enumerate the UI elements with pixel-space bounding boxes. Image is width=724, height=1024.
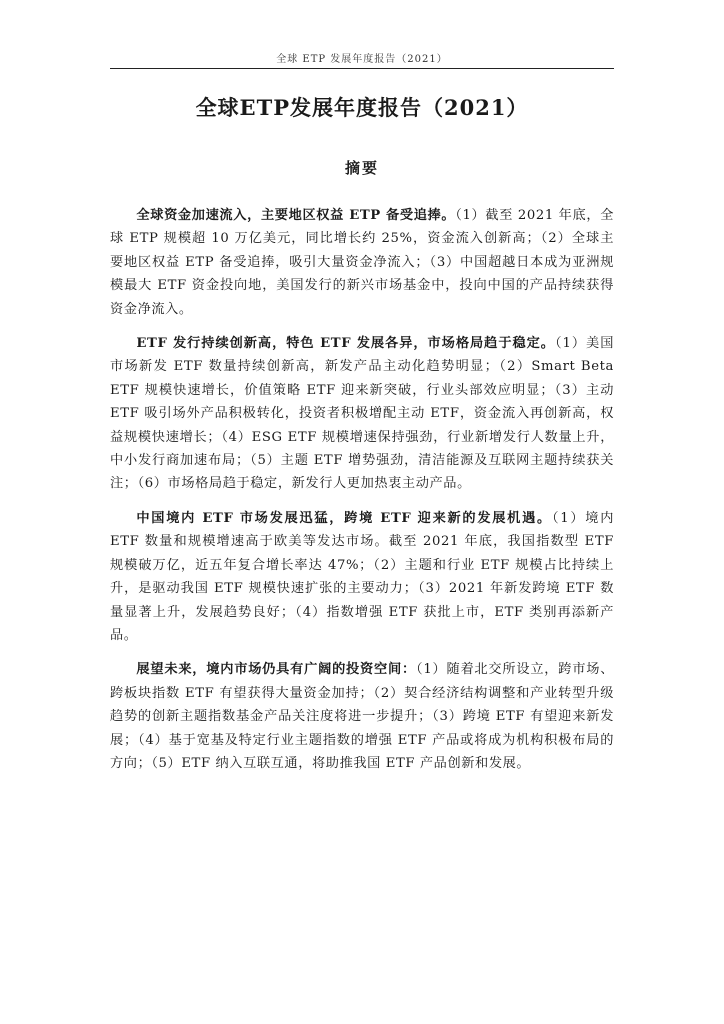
abstract-body (110, 204, 614, 786)
header-divider (110, 68, 614, 69)
paragraph-outlook (110, 658, 614, 775)
paragraph-text: （1）美国市场新发 ETF 数量持续创新高，新发产品主动化趋势明显；（2）Smart Beta ETF 规模快速增长，价值策略 ETF 迎来新突破，行业头部效应明显；（3）主动 ETF 吸引场外产品积极转化，投资者积极增配主动 ETF，资金流入再创新高，权益规模快速增长；（4）ESG ETF 规模增速保持强劲，行业新增发行人数量上升，中小发行商加速布局；（5）主题 ETF 增势强劲，清洁能源及互联网主题持续获关注；（6）市场格局趋于稳定，新发行人更加热衷主动产品。 (110, 336, 614, 492)
paragraph-lead: ETF 发行持续创新高，特色 ETF 发展各异，市场格局趋于稳定。 (136, 336, 555, 352)
paragraph-global-flows (110, 204, 614, 321)
paragraph-etf-issuance (110, 332, 614, 496)
paragraph-text: （1）随着北交所设立，跨市场、跨板块指数 ETF 有望获得大量资金加持；（2）契合经济结构调整和产业转型升级趋势的创新主题指数基金产品关注度将进一步提升；（3）跨境 ETF 有望迎来新发展；（4）基于宽基及特定行业主题指数的增强 ETF 产品或将成为机构积极布局的方向；（5）ETF 纳入互联互通，将助推我国 ETF 产品创新和发展。 (110, 662, 615, 771)
paragraph-lead: 全球资金加速流入，主要地区权益 ETP 备受追捧。 (136, 208, 456, 223)
paragraph-text: （1）截至 2021 年底，全球 ETP 规模超 10 万亿美元，同比增长约 25%，资金流入创新高；（2）全球主要地区权益 ETP 备受追捧，吸引大量资金净流入；（3）中国超越日本成为亚洲规模最大 ETF 资金投向地，美国发行的新兴市场基金中，投向中国的产品持续获得资金净流入。 (110, 208, 614, 317)
running-header: 全球 ETP 发展年度报告（2021） (276, 54, 448, 65)
document-title: 全球ETP发展年度报告（2021） (195, 95, 529, 120)
paragraph-text: （1）境内 ETF 数量和规模增速高于欧美等发达市场。截至 2021 年底，我国指数型 ETF 规模破万亿，近五年复合增长率达 47%；（2）主题和行业 ETF 规模占比持续上升，是驱动我国 ETF 规模快速扩张的主要动力；（3）2021 年新发跨境 ETF 数量显著上升，发展趋势良好；（4）指数增强 ETF 获批上市，ETF 类别再添新产品。 (110, 510, 614, 643)
paragraph-lead: 展望未来，境内市场仍具有广阔的投资空间： (136, 662, 416, 678)
paragraph-china-market (110, 507, 614, 647)
paragraph-lead: 中国境内 ETF 市场发展迅猛，跨境 ETF 迎来新的发展机遇。 (136, 510, 552, 526)
section-title-abstract: 摘要 (344, 159, 379, 177)
